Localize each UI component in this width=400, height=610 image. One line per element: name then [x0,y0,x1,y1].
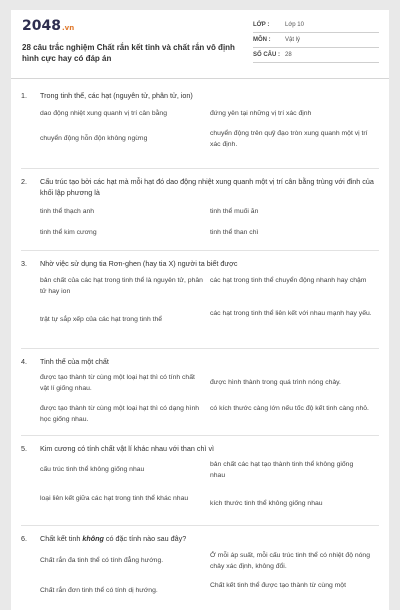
logo-suffix: .vn [61,24,75,32]
option-b[interactable]: tinh thể muối ăn [210,208,259,215]
option-a[interactable]: được tạo thành từ cùng một loại hạt thì có tính chất vật lí giống nhau. [40,374,195,392]
question-list [11,82,389,610]
option-b[interactable]: được hình thành trong quá trình nóng chảy. [210,379,341,386]
option-b[interactable]: đứng yên tại những vị trí xác định [210,110,312,117]
option-b[interactable]: các hạt trong tinh thể chuyển động nhanh hay chậm [210,277,367,284]
question-6 [11,526,389,610]
meta-value: Vật lý [285,37,301,43]
question-number: 5. [21,444,27,453]
option-c[interactable]: Chất rắn đơn tinh thể có tính dị hướng. [40,587,158,594]
question-text: Nhờ việc sử dụng tia Rơn-ghen (hay tia X) người ta biết được [40,259,238,268]
question-number: 4. [21,357,27,366]
option-c[interactable]: tinh thể kim cương [40,229,97,236]
meta-row-class [253,18,379,33]
meta-value: Lớp 10 [285,22,304,28]
meta-key: MÔN : [253,37,271,43]
question-number: 6. [21,534,27,543]
question-2 [11,169,389,251]
option-c[interactable]: loại liên kết giữa các hạt trong tinh thể khác nhau [40,495,189,502]
meta-key: SỐ CÂU : [253,52,280,58]
option-b[interactable]: Ở mỗi áp suất, mỗi cấu trúc tinh thể có nhiệt độ nóng chảy xác định, không đổi. [210,552,370,570]
question-5 [11,436,389,526]
question-number: 1. [21,91,27,100]
document-title: 28 câu trắc nghiệm Chất rắn kết tinh và chất rắn vô định hình cực hay có đáp án [22,43,235,63]
option-c[interactable]: được tạo thành từ cùng một loại hạt thì có dạng hình học giống nhau. [40,405,200,423]
question-3 [11,251,389,349]
document-page [11,10,389,610]
option-d[interactable]: kích thước tinh thể không giống nhau [210,500,323,507]
question-1 [11,82,389,169]
option-a[interactable]: bản chất của các hạt trong tinh thể là nguyên tử, phân tử hay ion [40,277,203,295]
meta-row-subject [253,33,379,48]
header-divider [11,78,389,79]
question-number: 2. [21,177,27,186]
question-emphasis: không [82,534,104,543]
option-d[interactable]: các hạt trong tinh thể liên kết với nhau mạnh hay yếu. [210,310,372,317]
option-d[interactable]: có kích thước càng lớn nếu tốc độ kết tinh càng nhỏ. [210,405,369,412]
option-d[interactable]: Chất kết tinh thể được tạo thành từ cùng một [210,582,346,589]
question-number: 3. [21,259,27,268]
question-text: Kim cương có tính chất vật lí khác nhau với than chì vì [40,444,215,453]
meta-key: LỚP : [253,22,270,28]
question-text-part: Chất kết tinh [40,534,83,543]
option-a[interactable]: dao động nhiệt xung quanh vị trí cân bằng [40,110,167,117]
question-text: Trong tinh thể, các hạt (nguyên tử, phân tử, ion) [40,91,193,100]
question-text-part: có đặc tính nào sau đây? [103,534,187,543]
question-text: Cấu trúc tạo bởi các hạt mà mỗi hạt đó dao động nhiệt xung quanh một vị trí cân bằng trùng với đỉnh của khối lập phương là [40,177,374,197]
meta-value: 28 [285,52,292,58]
option-b[interactable]: bản chất các hạt tạo thành tinh thể không giống nhau [210,461,354,479]
option-a[interactable]: Chất rắn đa tinh thể có tính đẳng hướng. [40,557,164,564]
document-header [11,10,389,76]
option-c[interactable]: trật tự sắp xếp của các hạt trong tinh thể [40,316,163,323]
option-a[interactable]: cấu trúc tinh thể không giống nhau [40,466,145,473]
option-c[interactable]: chuyển động hỗn độn không ngừng [40,135,148,142]
option-d[interactable]: chuyển động trên quỹ đạo tròn xung quanh một vị trí xác định. [210,130,368,148]
logo-main: 2048 [22,18,61,34]
site-logo[interactable] [22,18,74,34]
question-4 [11,349,389,436]
option-d[interactable]: tinh thể than chì [210,229,259,236]
question-text: Tinh thể của một chất [40,357,109,366]
meta-row-count [253,48,379,63]
question-text [40,533,379,544]
document-meta [253,18,379,63]
option-a[interactable]: tinh thể thạch anh [40,208,95,215]
